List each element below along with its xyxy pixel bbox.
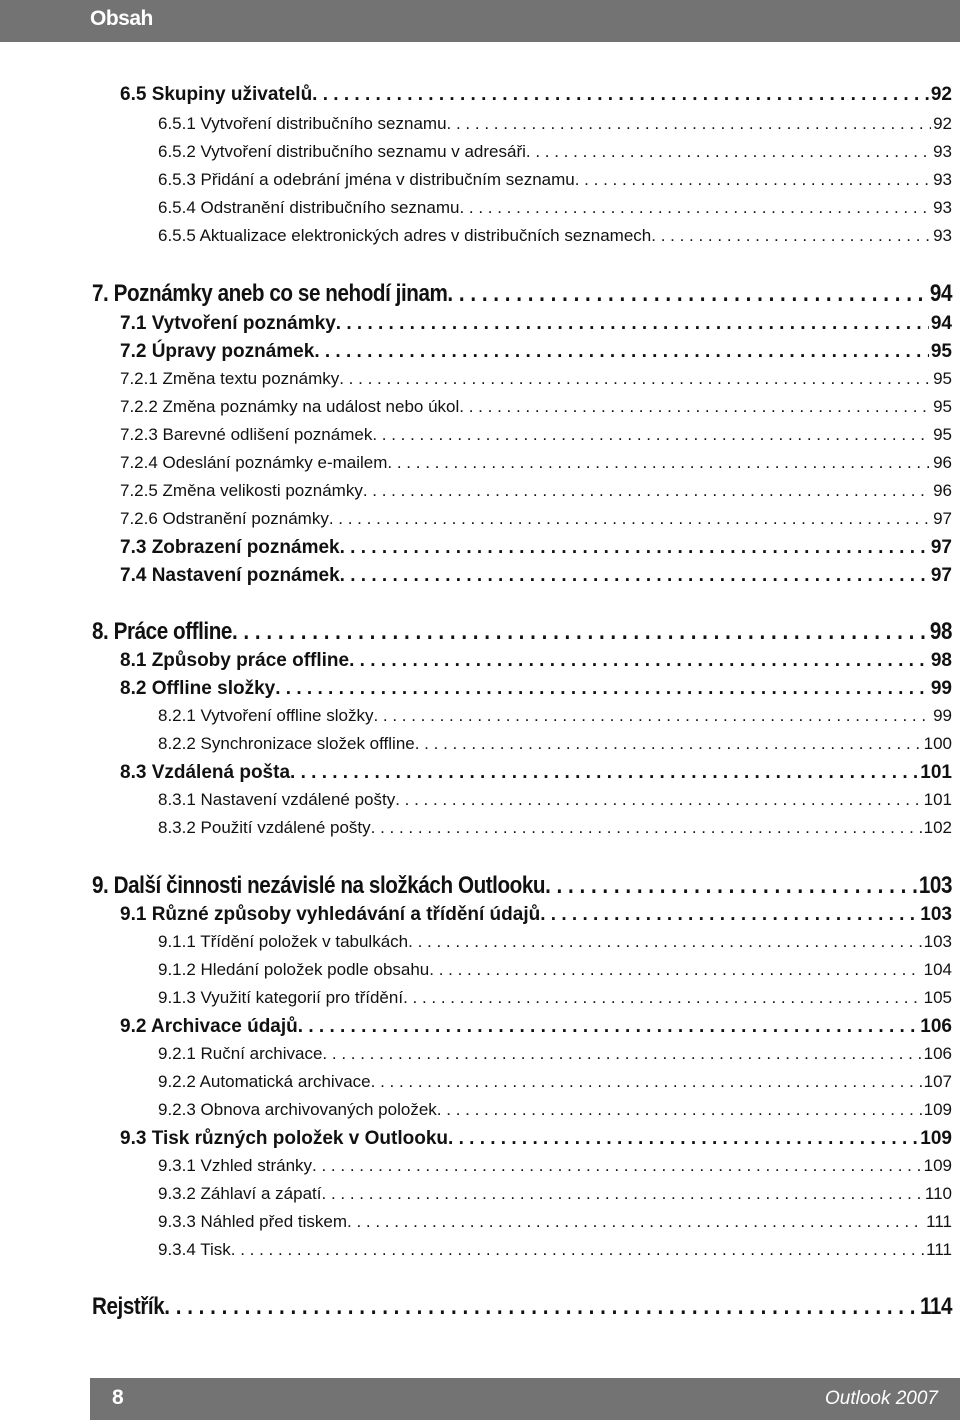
toc-leader-dots [395,790,921,810]
toc-entry-label: 8.3 Vzdálená pošta [120,762,291,783]
toc-entry-label: 9.2.3 Obnova archivovaných položek [158,1100,437,1119]
toc-entry-label: 9.3.3 Náhled před tiskem [158,1212,347,1231]
toc-leader-dots [526,142,931,162]
toc-entry[interactable] [92,280,952,308]
toc-leader-dots [545,872,917,900]
toc-entry[interactable] [120,397,952,417]
toc-entry[interactable] [158,734,952,754]
toc-entry[interactable] [158,706,952,726]
toc-entry-label: 9.1.2 Hledání položek podle obsahu [158,960,430,979]
toc-entry[interactable] [158,1044,952,1064]
toc-entry-page: 92 [930,84,952,105]
toc-entry-label: 9. Další činnosti nezávislé na složkách Outlooku [92,872,546,899]
toc-entry-label: 7.2.1 Změna textu poznámky [120,369,340,388]
toc-leader-dots [336,313,929,335]
toc-leader-dots [349,650,929,672]
toc-leader-dots [373,706,931,726]
toc-entry-label: 9.2.2 Automatická archivace [158,1072,371,1091]
toc-entry-label: 6.5.4 Odstranění distribučního seznamu [158,198,460,217]
toc-entry[interactable] [120,1016,952,1038]
toc-entry-page: 110 [924,1184,952,1203]
toc-entry-page: 103 [920,904,952,925]
toc-leader-dots [447,280,928,308]
toc-entry-page: 98 [930,650,952,671]
toc-entry[interactable] [158,114,952,134]
toc-entry-page: 97 [930,537,952,558]
toc-entry-page: 109 [920,1128,952,1149]
toc-entry-page: 109 [923,1100,952,1119]
toc-entry-page: 101 [920,762,952,783]
toc-entry-page: 97 [933,509,952,528]
toc-entry-page: 93 [933,142,952,161]
toc-entry[interactable] [158,790,952,810]
toc-leader-dots [448,1128,918,1150]
toc-leader-dots [403,988,922,1008]
toc-leader-dots [312,1156,922,1176]
toc-entry-label: 6.5.3 Přidání a odebrání jména v distribučním seznamu [158,170,575,189]
toc-entry-label: 8.2 Offline složky [120,678,276,699]
toc-entry-label: 7.2.2 Změna poznámky na událost nebo úkol [120,397,460,416]
toc-leader-dots [340,565,929,587]
toc-leader-dots [232,618,928,646]
toc-entry[interactable] [120,537,952,559]
toc-entry-page: 97 [930,565,952,586]
toc-leader-dots [415,734,922,754]
toc-entry[interactable] [120,762,952,784]
toc-leader-dots [340,537,929,559]
toc-entry[interactable] [158,988,952,1008]
toc-entry-page: 99 [930,678,952,699]
toc-leader-dots [275,678,929,700]
toc-entry-page: 111 [926,1240,952,1259]
toc-entry-label: 7. Poznámky aneb co se nehodí jinam [92,280,448,307]
toc-entry-label: 9.3.1 Vzhled stránky [158,1156,313,1175]
toc-entry[interactable] [120,341,952,363]
toc-entry[interactable] [158,1240,952,1260]
toc-leader-dots [372,425,931,445]
toc-entry-label: 8.1 Způsoby práce offline [120,650,350,671]
toc-leader-dots [339,369,931,389]
toc-entry-page: 98 [929,618,952,645]
toc-entry-label: 8. Práce offline [92,618,232,645]
toc-entry[interactable] [120,481,952,501]
toc-entry-label: 9.3.4 Tisk [158,1240,231,1259]
toc-entry-page: 94 [929,280,952,307]
toc-entry-label: 7.2.4 Odeslání poznámky e-mailem [120,453,388,472]
toc-leader-dots [347,1212,924,1232]
toc-leader-dots [329,509,931,529]
toc-entry[interactable] [92,872,952,900]
toc-entry-label: 8.2.1 Vytvoření offline složky [158,706,374,725]
toc-entry-page: 95 [933,369,952,388]
toc-entry-page: 95 [933,425,952,444]
toc-entry[interactable] [120,1128,952,1150]
toc-leader-dots [231,1240,924,1260]
toc-entry-label: 7.2 Úpravy poznámek [120,341,315,362]
toc-entry-page: 114 [919,1293,952,1320]
toc-entry[interactable] [158,1212,952,1232]
toc-entry-page: 94 [930,313,952,334]
toc-entry-page: 106 [920,1016,952,1037]
toc-leader-dots [408,932,922,952]
toc-entry-label: 9.1.3 Využití kategorií pro třídění [158,988,404,1007]
toc-leader-dots [322,1184,923,1204]
toc-entry-label: 7.4 Nastavení poznámek [120,565,340,586]
toc-leader-dots [437,1100,922,1120]
toc-entry[interactable] [158,960,952,980]
toc-leader-dots [298,1016,919,1038]
toc-leader-dots [314,341,929,363]
toc-entry-page: 107 [923,1072,952,1091]
toc-leader-dots [575,170,931,190]
footer-book-title: Outlook 2007 [824,1388,938,1409]
toc-entry-page: 109 [923,1156,952,1175]
toc-entry-label: 9.2 Archivace údajů [120,1016,298,1037]
toc-entry-page: 100 [923,734,952,753]
toc-leader-dots [387,453,931,473]
toc-entry-label: 9.3.2 Záhlaví a zápatí [158,1184,322,1203]
toc-entry-label: 9.3 Tisk různých položek v Outlooku [120,1128,449,1149]
toc-leader-dots [371,818,922,838]
toc-entry-label: 6.5.1 Vytvoření distribučního seznamu [158,114,447,133]
toc-entry-label: 6.5 Skupiny uživatelů [120,84,313,105]
toc-entry-page: 103 [923,932,952,951]
toc-entry-label: 7.2.3 Barevné odlišení poznámek [120,425,373,444]
toc-entry-label: 8.2.2 Synchronizace složek offline [158,734,415,753]
footer-page-number: 8 [112,1386,124,1409]
toc-entry[interactable] [120,904,952,926]
toc-entry[interactable] [120,678,952,700]
toc-entry[interactable] [120,84,952,106]
toc-entry-page: 95 [930,341,952,362]
toc-entry-label: Rejstřík [92,1293,165,1320]
toc-entry-page: 95 [933,397,952,416]
toc-entry-label: 8.3.1 Nastavení vzdálené pošty [158,790,396,809]
toc-entry-page: 96 [933,453,952,472]
toc-entry[interactable] [158,1156,952,1176]
toc-entry-page: 102 [923,818,952,837]
toc-entry-label: 9.2.1 Ruční archivace [158,1044,323,1063]
toc-leader-dots [459,198,931,218]
toc-entry[interactable] [120,650,952,672]
toc-entry-page: 104 [923,960,952,979]
toc-entry-label: 7.2.5 Změna velikosti poznámky [120,481,363,500]
toc-leader-dots [322,1044,921,1064]
toc-entry-label: 6.5.2 Vytvoření distribučního seznamu v adresáři [158,142,526,161]
toc-entry-page: 93 [933,226,952,245]
toc-entry-page: 93 [933,170,952,189]
toc-entry[interactable] [120,453,952,473]
toc-entry-page: 103 [918,872,952,899]
toc-entry[interactable] [92,1293,952,1321]
toc-entry[interactable] [120,509,952,529]
toc-entry[interactable] [120,313,952,335]
toc-entry[interactable] [92,618,952,646]
toc-entry[interactable] [158,142,952,162]
toc-leader-dots [459,397,931,417]
toc-leader-dots [312,84,929,106]
toc-entry-page: 111 [926,1212,952,1231]
toc-entry-label: 7.1 Vytvoření poznámky [120,313,336,334]
toc-leader-dots [363,481,931,501]
page-footer [90,1378,960,1420]
toc-entry[interactable] [158,1184,952,1204]
toc-leader-dots [371,1072,922,1092]
toc-entry-page: 106 [923,1044,952,1063]
toc-entry-page: 96 [933,481,952,500]
toc-entry[interactable] [158,170,952,190]
toc-entry[interactable] [120,369,952,389]
toc-entry[interactable] [158,198,952,218]
toc-entry-label: 9.1.1 Třídění položek v tabulkách [158,932,409,951]
toc-entry-page: 92 [933,114,952,133]
toc-leader-dots [164,1293,918,1321]
toc-entry-page: 105 [923,988,952,1007]
toc-entry-label: 7.3 Zobrazení poznámek [120,537,340,558]
toc-entry-label: 7.2.6 Odstranění poznámky [120,509,329,528]
toc-entry[interactable] [158,226,952,246]
toc-entry-page: 101 [923,790,952,809]
toc-leader-dots [540,904,918,926]
toc-leader-dots [290,762,918,784]
toc-entry-page: 93 [933,198,952,217]
toc-entry[interactable] [158,1072,952,1092]
toc-entry[interactable] [120,565,952,587]
header-title: Obsah [90,7,153,30]
toc-entry-label: 9.1 Různé způsoby vyhledávání a třídění údajů [120,904,541,925]
toc-entry[interactable] [158,932,952,952]
toc-entry-page: 99 [933,706,952,725]
toc-leader-dots [651,226,931,246]
toc-leader-dots [447,114,932,134]
toc-entry-label: 6.5.5 Aktualizace elektronických adres v distribučních seznamech [158,226,652,245]
toc-entry[interactable] [120,425,952,445]
toc-leader-dots [429,960,921,980]
toc-entry[interactable] [158,1100,952,1120]
toc-entry[interactable] [158,818,952,838]
toc-entry-label: 8.3.2 Použití vzdálené pošty [158,818,371,837]
